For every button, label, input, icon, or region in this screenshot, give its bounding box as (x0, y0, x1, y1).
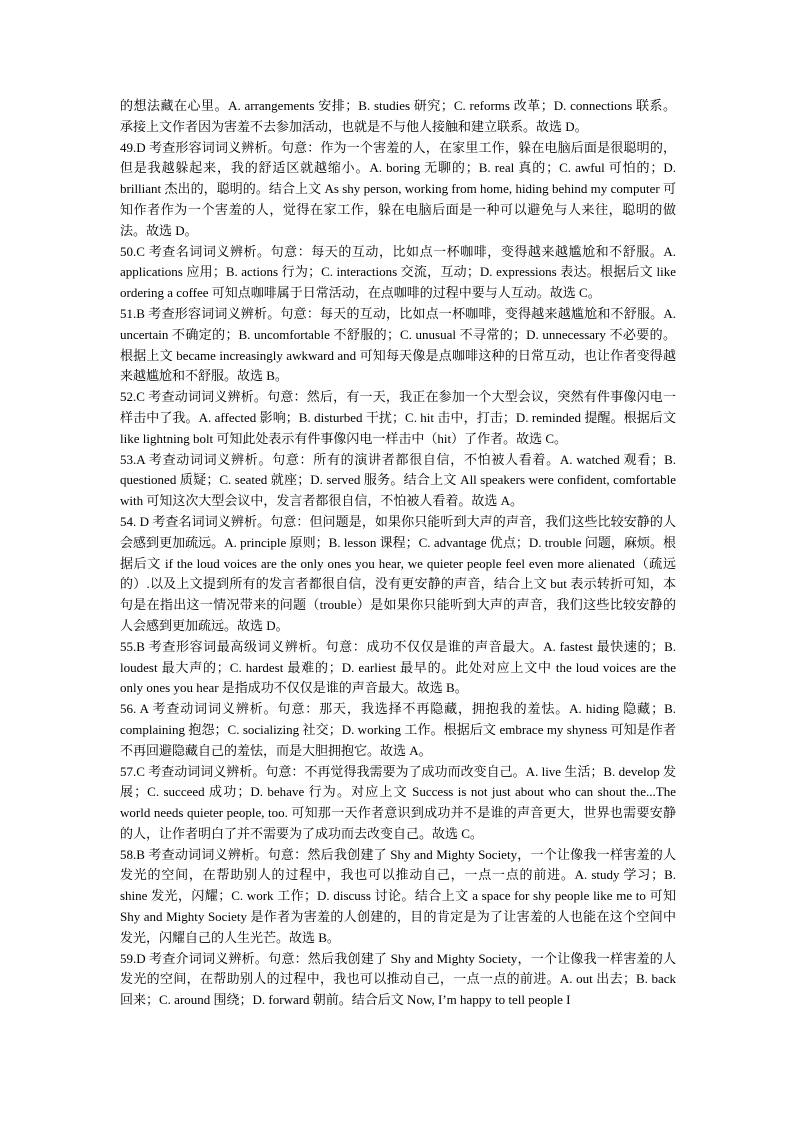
paragraph-55: 55.B 考查形容词最高级词义辨析。句意：成功不仅仅是谁的声音最大。A. fastest 最快速的；B. loudest 最大声的；C. hardest 最难的；D. earliest 最早的。此处对应上文中 the loud voices are the only ones you hear 是指成功不仅仅是谁的声音最大。故选 B。 (120, 638, 676, 696)
paragraph-58: 58.B 考查动词词义辨析。句意：然后我创建了 Shy and Mighty Society，一个让像我一样害羞的人发光的空间，在帮助别人的过程中，我也可以推动自己，一点一点的前进。A. study 学习；B. shine 发光，闪耀；C. work 工作；D. discuss 讨论。结合上文 a space for shy people like me to 可知 Shy and Mighty Society 是作者为害羞的人创建的，目的肯定是为了让害羞的人也能在这个空间中发光，闪耀自己的人生光芒。故选 B。 (120, 846, 676, 945)
answer-explanation-text (120, 96, 676, 1011)
paragraph-54: 54. D 考查名词词义辨析。句意：但问题是，如果你只能听到大声的声音，我们这些比较安静的人会感到更加疏远。A. principle 原则；B. lesson 课程；C. advantage 优点；D. trouble 问题，麻烦。根据后文 if the loud voices are the only ones you hear, we quieter people feel even more alienated（疏远的）.以及上文提到所有的发言者都很自信，没有更安静的声音，结合上文 but 表示转折可知，本句是在指出这一情况带来的问题（trouble）是如果你只能听到大声的声音，我们这些比较安静的人会感到更加疏远。故选 D。 (120, 513, 676, 633)
paragraph-56: 56. A 考查动词词义辨析。句意：那天，我选择不再隐藏，拥抱我的羞怯。A. hiding 隐藏；B. complaining 抱怨；C. socializing 社交；D. working 工作。根据后文 embrace my shyness 可知是作者不再回避隐藏自己的羞怯，而是大胆拥抱它。故选 A。 (120, 701, 676, 758)
paragraph-51: 51.B 考查形容词词义辨析。句意：每天的互动，比如点一杯咖啡，变得越来越尴尬和不舒服。A. uncertain 不确定的；B. uncomfortable 不舒服的；C. unusual 不寻常的；D. unnecessary 不必要的。根据上文 became increasingly awkward and 可知每天像是点咖啡这种的日常互动，也让作者变得越来越尴尬和不舒服。故选 B。 (120, 305, 676, 384)
paragraph-48-continued: 的想法藏在心里。A. arrangements 安排；B. studies 研究；C. reforms 改革；D. connections 联系。承接上文作者因为害羞不去参加活动，也就是不与他人接触和建立联系。故选 D。 (120, 98, 676, 134)
paragraph-49: 49.D 考查形容词词义辨析。句意：作为一个害羞的人，在家里工作，躲在电脑后面是很聪明的，但是我越躲起来，我的舒适区就越缩小。A. boring 无聊的；B. real 真的；C. awful 可怕的；D. brilliant 杰出的，聪明的。结合上文 As shy person, working from home, hiding behind my computer 可知作者作为一个害羞的人，觉得在家工作，躲在电脑后面是一种可以避免与人来往，聪明的做法。故选 D。 (120, 139, 676, 238)
paragraph-53: 53.A 考查动词词义辨析。句意：所有的演讲者都很自信，不怕被人看着。A. watched 观看；B. questioned 质疑；C. seated 就座；D. served 服务。结合上文 All speakers were confident, comfortable with 可知这次大型会议中，发言者都很自信，不怕被人看着。故选 A。 (120, 451, 676, 509)
paragraph-52: 52.C 考查动词词义辨析。句意：然后，有一天，我正在参加一个大型会议，突然有件事像闪电一样击中了我。A. affected 影响；B. disturbed 干扰；C. hit 击中，打击；D. reminded 提醒。根据后文 like lightning bolt 可知此处表示有件事像闪电一样击中（hit）了作者。故选 C。 (120, 389, 676, 446)
paragraph-57: 57.C 考查动词词义辨析。句意：不再觉得我需要为了成功而改变自己。A. live 生活；B. develop 发展；C. succeed 成功；D. behave 行为。对应上文 Success is not just about who can shout the...The world needs quieter people, too. 可知那一天作者意识到成功并不是谁的声音更大，世界也需要安静的人，让作者明白了并不需要为了成功而去改变自己。故选 C。 (120, 763, 676, 841)
paragraph-59: 59.D 考查介词词义辨析。句意：然后我创建了 Shy and Mighty Society，一个让像我一样害羞的人发光的空间，在帮助别人的过程中，我也可以推动自己，一点一点的前进。A. out 出去；B. back 回来；C. around 围绕；D. forward 朝前。结合后文 Now, I’m happy to tell people I (120, 950, 676, 1008)
paragraph-50: 50.C 考查名词词义辨析。句意：每天的互动，比如点一杯咖啡，变得越来越尴尬和不舒服。A. applications 应用；B. actions 行为；C. interactions 交流，互动；D. expressions 表达。根据后文 like ordering a coffee 可知点咖啡属于日常活动，在点咖啡的过程中要与人互动。故选 C。 (120, 243, 676, 301)
